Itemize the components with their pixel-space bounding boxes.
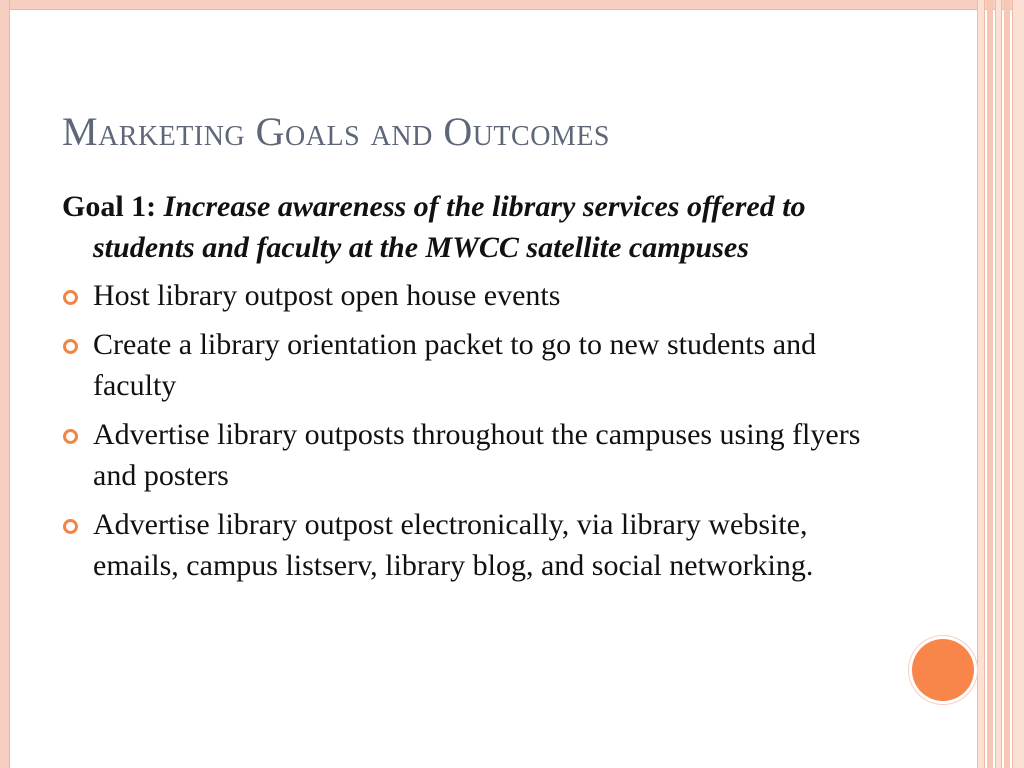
bullet-item xyxy=(62,414,862,496)
bullet-item xyxy=(62,324,862,406)
circle-bullet-icon xyxy=(63,429,78,444)
slide-title: Marketing Goals and Outcomes xyxy=(62,109,611,154)
decorative-stripe xyxy=(995,0,1002,768)
decorative-stripe xyxy=(987,0,993,768)
bullet-text: Create a library orientation packet to go to new students and faculty xyxy=(93,328,817,402)
circle-bullet-icon xyxy=(63,290,78,305)
top-frame-border xyxy=(0,0,1024,10)
decorative-stripe xyxy=(1004,0,1010,768)
decorative-orange-circle xyxy=(912,639,974,701)
circle-bullet-icon xyxy=(63,519,78,534)
goal-statement xyxy=(62,186,862,268)
decorative-stripe xyxy=(977,0,985,768)
left-frame-border xyxy=(0,0,10,768)
bullet-item xyxy=(62,275,862,316)
bullet-text: Advertise library outpost electronically, via library website, emails, campus listserv, library blog, and social networking. xyxy=(93,508,814,582)
circle-bullet-icon xyxy=(63,339,78,354)
bullet-item xyxy=(62,504,862,586)
bullet-text: Host library outpost open house events xyxy=(93,279,561,312)
goal-text: Increase awareness of the library services offered to students and faculty at the MWCC satellite campuses xyxy=(93,190,806,264)
goal-label: Goal 1: xyxy=(62,190,157,223)
bullet-text: Advertise library outposts throughout the campuses using flyers and posters xyxy=(93,418,861,492)
decorative-stripe xyxy=(1012,0,1024,768)
slide-body xyxy=(62,186,862,594)
